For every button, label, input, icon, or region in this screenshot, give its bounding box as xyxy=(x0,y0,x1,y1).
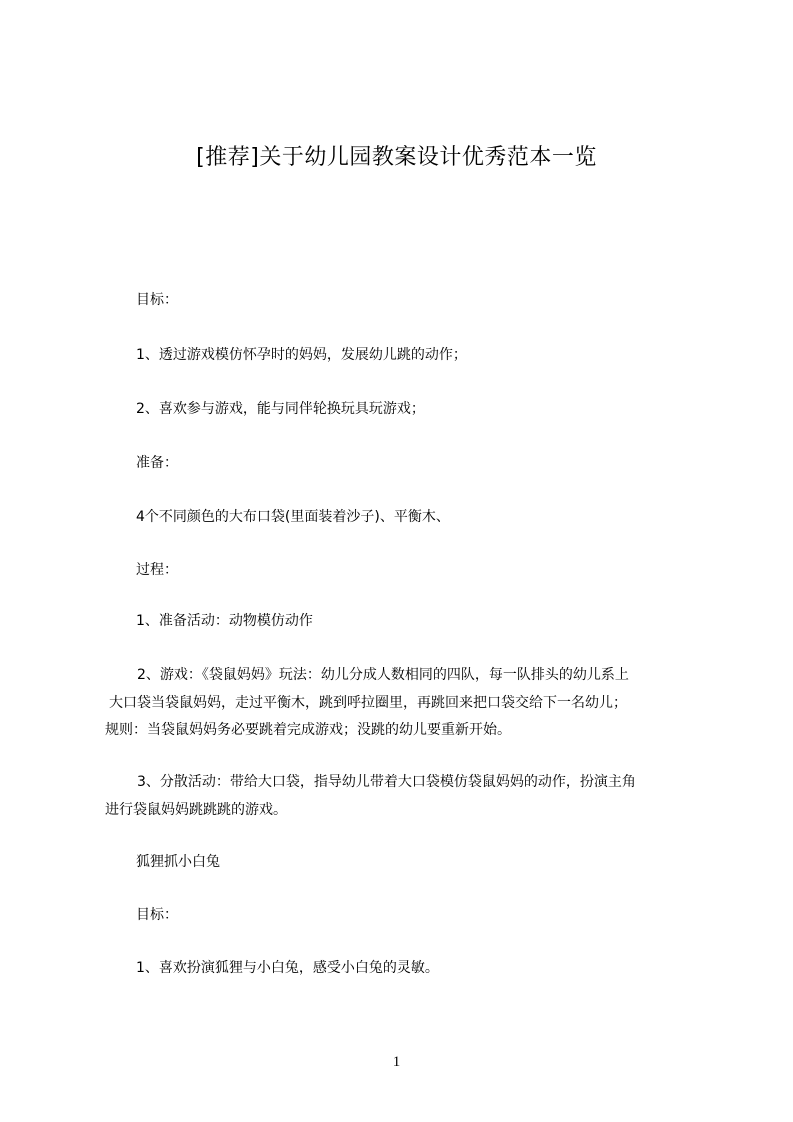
second-lesson-heading: 狐狸抓小白兔 xyxy=(136,854,220,870)
paragraph-goal-label: 目标： xyxy=(136,292,178,308)
paragraph-scatter-line-2: 进行袋鼠妈妈跳跳跳的游戏。 xyxy=(105,802,287,818)
paragraph-goal-2: 2、喜欢参与游戏，能与同伴轮换玩具玩游戏； xyxy=(136,401,425,417)
paragraph-prep-label: 准备： xyxy=(136,455,178,471)
paragraph-game-line-3: 规则：当袋鼠妈妈务必要跳着完成游戏；没跳的幼儿要重新开始。 xyxy=(105,722,511,738)
page-number: 1 xyxy=(392,1054,401,1070)
paragraph-goal-1: 1、透过游戏模仿怀孕时的妈妈，发展幼儿跳的动作； xyxy=(136,347,467,363)
second-lesson-goal-1: 1、喜欢扮演狐狸与小白兔，感受小白兔的灵敏。 xyxy=(136,960,439,976)
document-title: [推荐]关于幼儿园教案设计优秀范本一览 xyxy=(196,145,597,170)
paragraph-warmup: 1、准备活动：动物模仿动作 xyxy=(136,613,313,629)
second-lesson-goal-label: 目标： xyxy=(136,907,178,923)
paragraph-game-line-1: 2、游戏：《袋鼠妈妈》玩法：幼儿分成人数相同的四队，每一队排头的幼儿系上 xyxy=(137,667,629,683)
paragraph-process-label: 过程： xyxy=(136,562,178,578)
paragraph-prep-items: 4个不同颜色的大布口袋(里面装着沙子)、平衡木、 xyxy=(136,509,450,525)
paragraph-scatter-line-1: 3、分散活动：带给大口袋，指导幼儿带着大口袋模仿袋鼠妈妈的动作，扮演主角 xyxy=(137,774,636,790)
paragraph-game-line-2: 大口袋当袋鼠妈妈，走过平衡木，跳到呼拉圈里，再跳回来把口袋交给下一名幼儿； xyxy=(109,695,627,711)
